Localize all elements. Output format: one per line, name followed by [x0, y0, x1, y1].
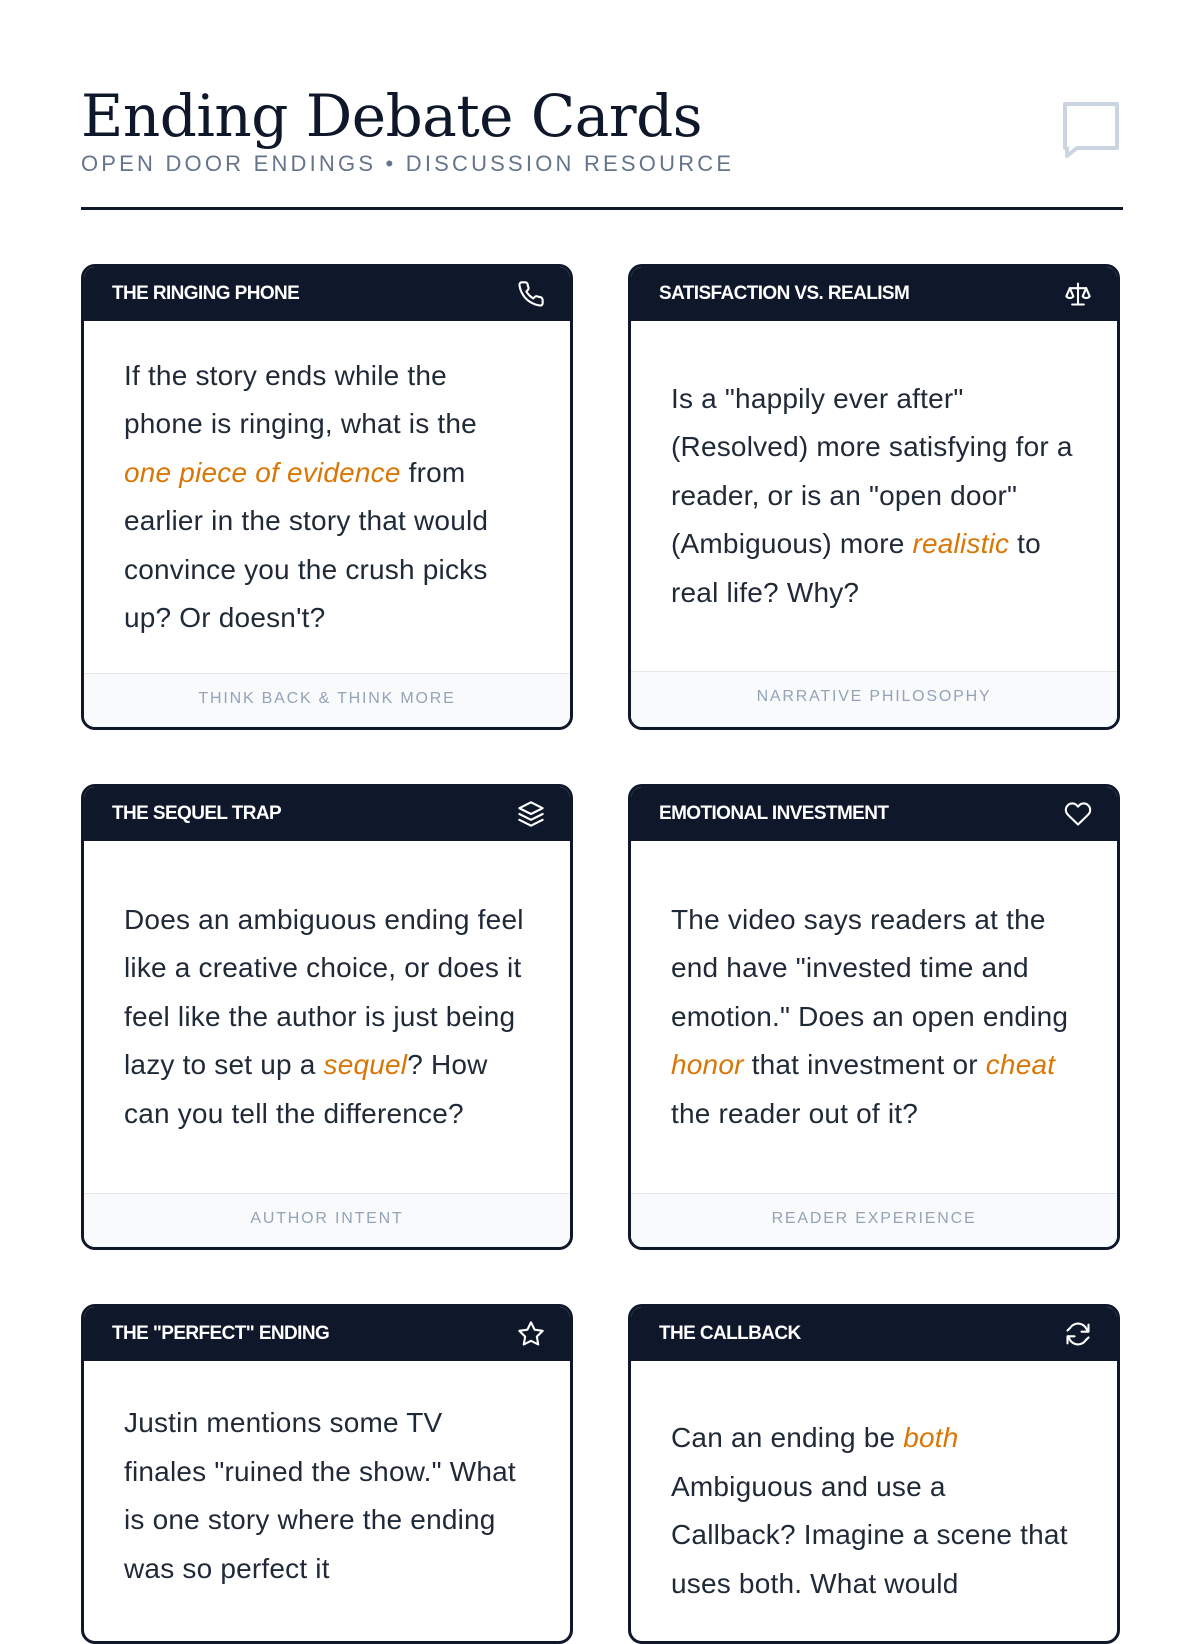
card-body [631, 1361, 1117, 1608]
card-body [631, 321, 1117, 671]
highlight-phrase: both [903, 1422, 959, 1453]
debate-card-ringing-phone[interactable] [81, 264, 573, 730]
card-footer: AUTHOR INTENT [84, 1193, 570, 1250]
layers-icon [517, 800, 545, 828]
card-body [84, 321, 570, 673]
card-footer: READER EXPERIENCE [631, 1193, 1117, 1250]
card-header [631, 1307, 1117, 1361]
debate-card-perfect-ending[interactable] [81, 1304, 573, 1644]
card-title: SATISFACTION VS. REALISM [659, 283, 910, 304]
highlight-phrase: one piece of evidence [124, 456, 401, 488]
phone-icon [517, 280, 545, 308]
debate-card-sequel-trap[interactable] [81, 784, 573, 1250]
card-body [84, 1361, 570, 1593]
refresh-icon [1064, 1320, 1092, 1348]
highlight-phrase: honor [671, 1049, 744, 1081]
card-header [84, 1307, 570, 1361]
star-icon [517, 1320, 545, 1348]
highlight-phrase: cheat [985, 1049, 1056, 1081]
scale-icon [1064, 280, 1092, 308]
debate-card-callback[interactable] [628, 1304, 1120, 1644]
card-prompt: Does an ambiguous ending feel like a creative choice, or does it feel like the author is just being lazy to set up a sequel? How can you tell the difference? [124, 903, 524, 1129]
card-header [631, 787, 1117, 841]
highlight-phrase: realistic [912, 528, 1010, 560]
card-title: THE CALLBACK [659, 1323, 801, 1344]
debate-card-satisfaction-realism[interactable] [628, 264, 1120, 730]
page-header [81, 84, 1123, 210]
card-header [84, 267, 570, 321]
page-subtitle: OPEN DOOR ENDINGS • DISCUSSION RESOURCE [81, 151, 735, 176]
debate-card-emotional-investment[interactable] [628, 784, 1120, 1250]
page-title: Ending Debate Cards [81, 82, 702, 150]
card-prompt: Justin mentions some TV finales "ruined the show." What is one story where the ending was so perfect it [124, 1407, 516, 1584]
card-title: THE "PERFECT" ENDING [112, 1323, 330, 1344]
card-body [631, 841, 1117, 1193]
chat-icon[interactable] [1059, 98, 1123, 162]
card-footer: NARRATIVE PHILOSOPHY [631, 671, 1117, 730]
card-header [84, 787, 570, 841]
header-divider [81, 207, 1123, 210]
card-prompt: The video says readers at the end have "invested time and emotion." Does an open ending honor that investment or cheat the reader out of it? [671, 903, 1069, 1129]
card-footer: THINK BACK & THINK MORE [84, 673, 570, 730]
heart-icon [1064, 800, 1092, 828]
card-prompt: If the story ends while the phone is ringing, what is the one piece of evidence from earlier in the story that would convince you the crush picks up? Or doesn't? [124, 359, 489, 633]
card-prompt: Is a "happily ever after" (Resolved) more satisfying for a reader, or is an "open door" (Ambiguous) more realistic to real life? Why? [671, 382, 1073, 608]
card-body [84, 841, 570, 1193]
card-title: THE SEQUEL TRAP [112, 803, 282, 824]
card-title: EMOTIONAL INVESTMENT [659, 803, 889, 824]
highlight-phrase: sequel [323, 1049, 408, 1081]
card-prompt: Can an ending be both Ambiguous and use a Callback? Imagine a scene that uses both. What would [671, 1422, 1068, 1599]
card-header [631, 267, 1117, 321]
card-title: THE RINGING PHONE [112, 283, 300, 304]
